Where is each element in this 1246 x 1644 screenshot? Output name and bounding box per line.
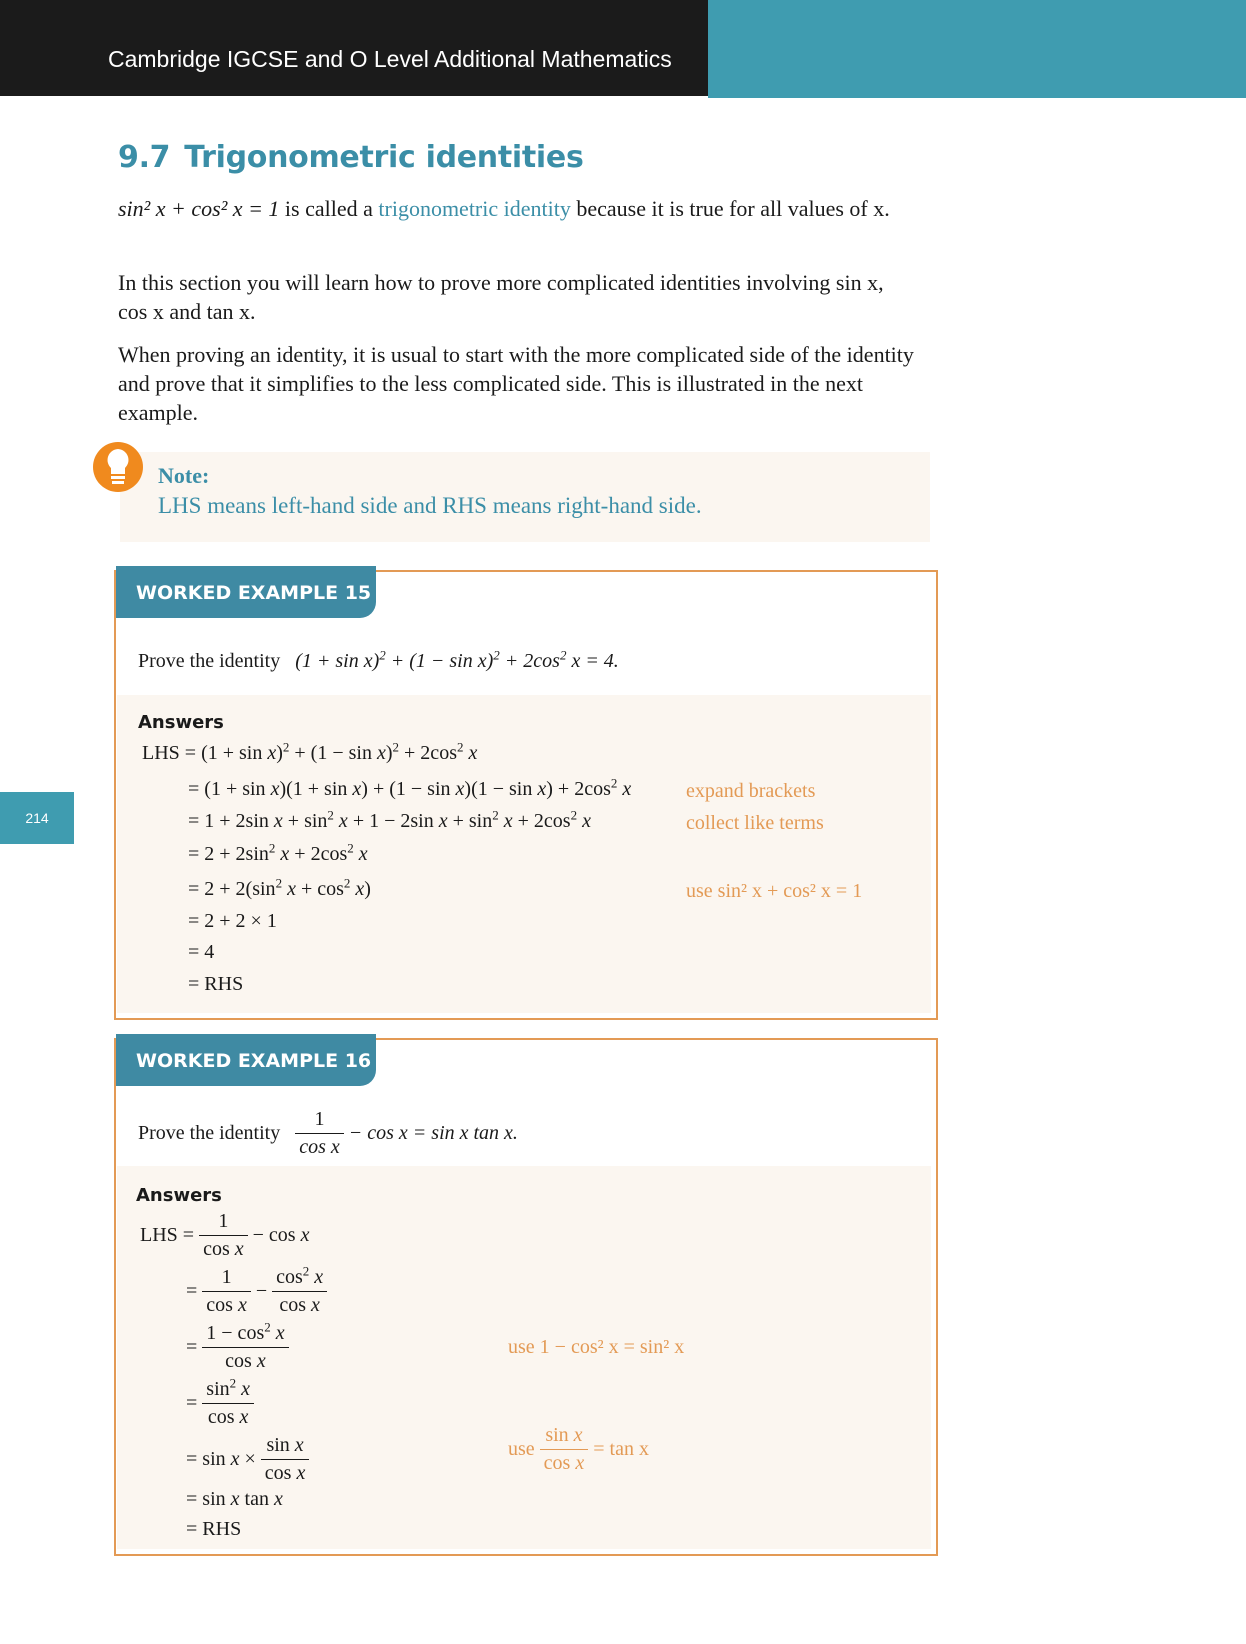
step-line: LHS = $\frac{1}{\text{cos x}}$ − cos x [140,1210,310,1260]
step-line: = 2 + 2 × 1 [188,910,277,932]
intro-paragraph: sin² x + cos² x = 1 is called a trigonometric identity because it is true for all values of x. [118,196,890,221]
step-comment: use sin² x + cos² x = 1 [686,880,863,902]
answers-heading: Answers [136,1185,222,1206]
example-tab: WORKED EXAMPLE 16 [116,1034,376,1086]
step-line: = $\frac{\sin^2 x}{\text{cos x}}$ [186,1378,254,1429]
key-term: trigonometric identity [378,196,571,221]
paragraph-3: When proving an identity, it is usual to start with the more complicated side of the identity and prove that it simplifies to the less complicated side. This is illustrated in the next example. [118,342,914,425]
step-comment: collect like terms [686,812,824,834]
step-line: = 1 + 2sin $x + \sin^2 x + 1 - 2\sin$ $x + \sin^2 x + 2\cos^2$ x [188,807,591,832]
step-line: = $\frac{1}{\text{cos x}}$ − $\frac{\cos^2 x}{\text{cos x}}$ [186,1266,327,1317]
step-line: = sin x tan x [186,1488,283,1510]
paragraph-2: In this section you will learn how to prove more complicated identities involving sin x, cos x and tan x. [118,270,884,324]
note-text: LHS means left-hand side and RHS means right-hand side. [158,493,702,518]
header-accent [708,0,1246,98]
identity-formula: sin² x + cos² x = 1 [118,196,280,221]
lightbulb-icon [92,440,144,494]
step-line: = $(1 + \sin x)(1 + \sin x) + (1 - \sin x)(1 - \sin x) + 2\cos^2$ x [188,775,632,800]
section-title [118,140,584,175]
step-comment: use $\frac{\text{sin x}}{\text{cos x}}$ = tan x [508,1424,649,1474]
step-line: = $2 + 2(\sin^2$ $x + \cos^2 x$) [188,875,371,900]
step-line: LHS = $(1 + \sin x)^2 + (1 - \sin x)^2 + 2\cos^2$ x [142,739,478,764]
question: Prove the identity $(1 + \sin x)^2 + (1 - \sin x)^2 + 2\cos^2$ x = 4. [138,647,619,672]
step-line: = $\frac{1 - \cos^2 x}{\text{cos x}}$ [186,1322,289,1373]
page-number: 214 [0,792,74,844]
example-tab: WORKED EXAMPLE 15 [116,566,376,618]
step-comment: expand brackets [686,780,816,802]
note-heading: Note: [158,463,210,488]
step-line: = $2 + 2\sin^2$ $x + 2\cos^2$ x [188,840,368,865]
section-heading: Trigonometric identities [184,140,584,175]
step-comment: use 1 − cos² x = sin² x [508,1336,685,1358]
step-line: = RHS [188,973,244,995]
book-title: Cambridge IGCSE and O Level Additional Mathematics [108,46,672,72]
step-line: = sin x × $\frac{\text{sin x}}{\text{cos x}}$ [186,1434,309,1485]
question: Prove the identity $\frac{1}{\text{cos x}}$ − cos x = sin x tan x. [138,1108,518,1158]
answers-heading: Answers [138,712,224,733]
step-line: = RHS [186,1518,242,1540]
section-number: 9.7 [118,140,171,175]
step-line: = 4 [188,941,215,963]
